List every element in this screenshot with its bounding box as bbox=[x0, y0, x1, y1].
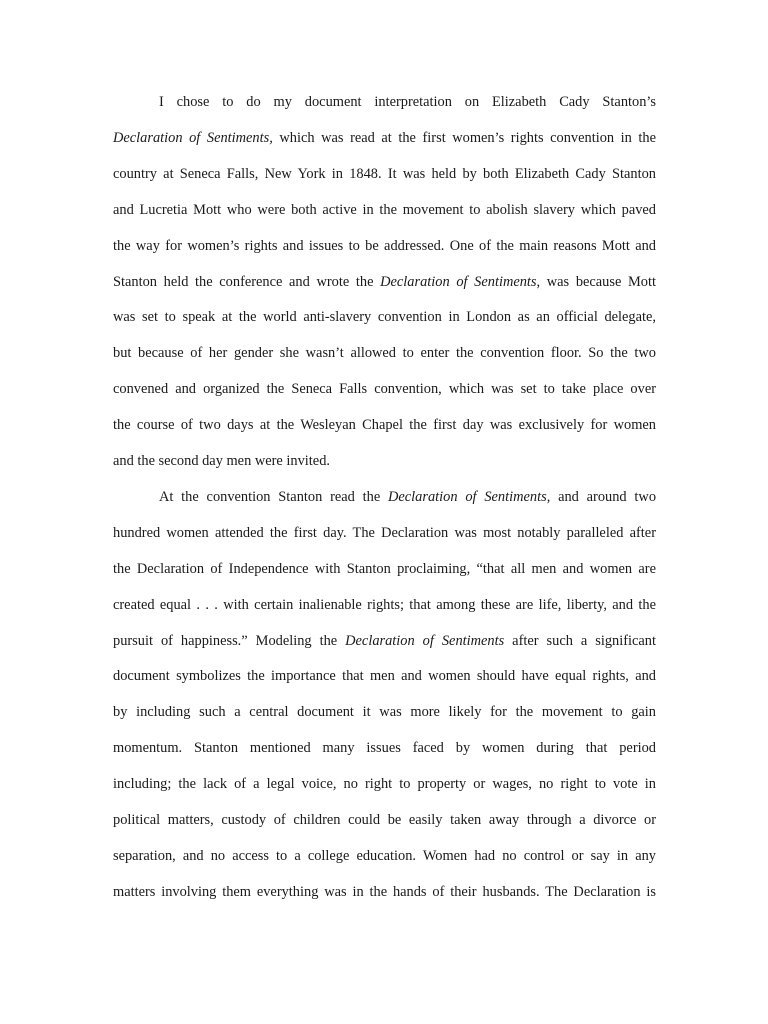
text-line bbox=[113, 810, 656, 830]
text-line bbox=[113, 343, 656, 363]
text-segment: country at Seneca Falls, New York in 1848. It was held by both Elizabeth Cady Stanton bbox=[113, 165, 656, 182]
text-segment: and the second day men were invited. bbox=[113, 453, 330, 469]
text-line bbox=[113, 846, 656, 866]
text-segment: created equal . . . with certain inalienable rights; that among these are life, liberty, and the bbox=[113, 596, 656, 613]
text-line bbox=[113, 415, 656, 435]
text-line bbox=[113, 631, 656, 651]
text-segment: the Declaration of Independence with Stanton proclaiming, “that all men and women are bbox=[113, 560, 656, 577]
text-segment: which was read at the first women’s rights convention in the bbox=[272, 129, 656, 146]
italic-title-text: Declaration of Sentiments, bbox=[113, 129, 273, 146]
text-segment: but because of her gender she wasn’t allowed to enter the convention floor. So the two bbox=[113, 345, 656, 362]
text-segment: after such a significant bbox=[504, 632, 656, 649]
text-segment: convened and organized the Seneca Falls convention, which was set to take place over bbox=[113, 381, 656, 398]
text-line bbox=[113, 379, 656, 399]
text-segment: document symbolizes the importance that men and women should have equal rights, and bbox=[113, 668, 656, 685]
text-line bbox=[113, 272, 656, 292]
text-line bbox=[113, 882, 656, 902]
text-segment: At the convention Stanton read the bbox=[159, 488, 389, 505]
text-line bbox=[113, 523, 656, 543]
text-line bbox=[113, 128, 656, 148]
text-segment: separation, and no access to a college education. Women had no control or say in any bbox=[113, 847, 656, 864]
text-segment: I chose to do my document interpretation on Elizabeth Cady Stanton’s bbox=[159, 94, 656, 110]
text-line bbox=[113, 451, 656, 471]
italic-title-text: Declaration of Sentiments bbox=[380, 273, 537, 290]
text-segment: Stanton held the conference and wrote the bbox=[113, 273, 381, 290]
text-line bbox=[159, 487, 656, 507]
text-segment: was set to speak at the world anti-slavery convention in London as an official delegate, bbox=[113, 309, 656, 326]
text-segment: the way for women’s rights and issues to be addressed. One of the main reasons Mott and bbox=[113, 237, 656, 254]
text-line bbox=[113, 236, 656, 256]
text-segment: by including such a central document it was more likely for the movement to gain bbox=[113, 704, 656, 721]
text-line bbox=[113, 774, 656, 794]
text-segment: pursuit of happiness.” Modeling the bbox=[113, 632, 346, 649]
text-segment: and Lucretia Mott who were both active in the movement to abolish slavery which paved bbox=[113, 201, 656, 218]
text-segment: , and around two bbox=[546, 488, 657, 505]
text-line bbox=[113, 164, 656, 184]
italic-title-text: Declaration of Sentiments bbox=[345, 632, 505, 649]
text-segment: momentum. Stanton mentioned many issues faced by women during that period bbox=[113, 740, 656, 757]
text-line bbox=[113, 559, 656, 579]
text-segment: matters involving them everything was in the hands of their husbands. The Declaration is bbox=[113, 883, 656, 900]
text-line bbox=[113, 595, 656, 615]
text-line bbox=[159, 92, 656, 112]
text-segment: hundred women attended the first day. The Declaration was most notably paralleled after bbox=[113, 524, 656, 541]
text-segment: including; the lack of a legal voice, no right to property or wages, no right to vote in bbox=[113, 776, 656, 793]
italic-title-text: Declaration of Sentiments bbox=[388, 488, 547, 505]
text-segment: the course of two days at the Wesleyan Chapel the first day was exclusively for women bbox=[113, 417, 656, 434]
text-line bbox=[113, 702, 656, 722]
text-line bbox=[113, 738, 656, 758]
text-line bbox=[113, 666, 656, 686]
text-line bbox=[113, 200, 656, 220]
text-segment: , was because Mott bbox=[536, 273, 656, 290]
text-segment: political matters, custody of children could be easily taken away through a divorce or bbox=[113, 812, 656, 828]
text-line bbox=[113, 307, 656, 327]
